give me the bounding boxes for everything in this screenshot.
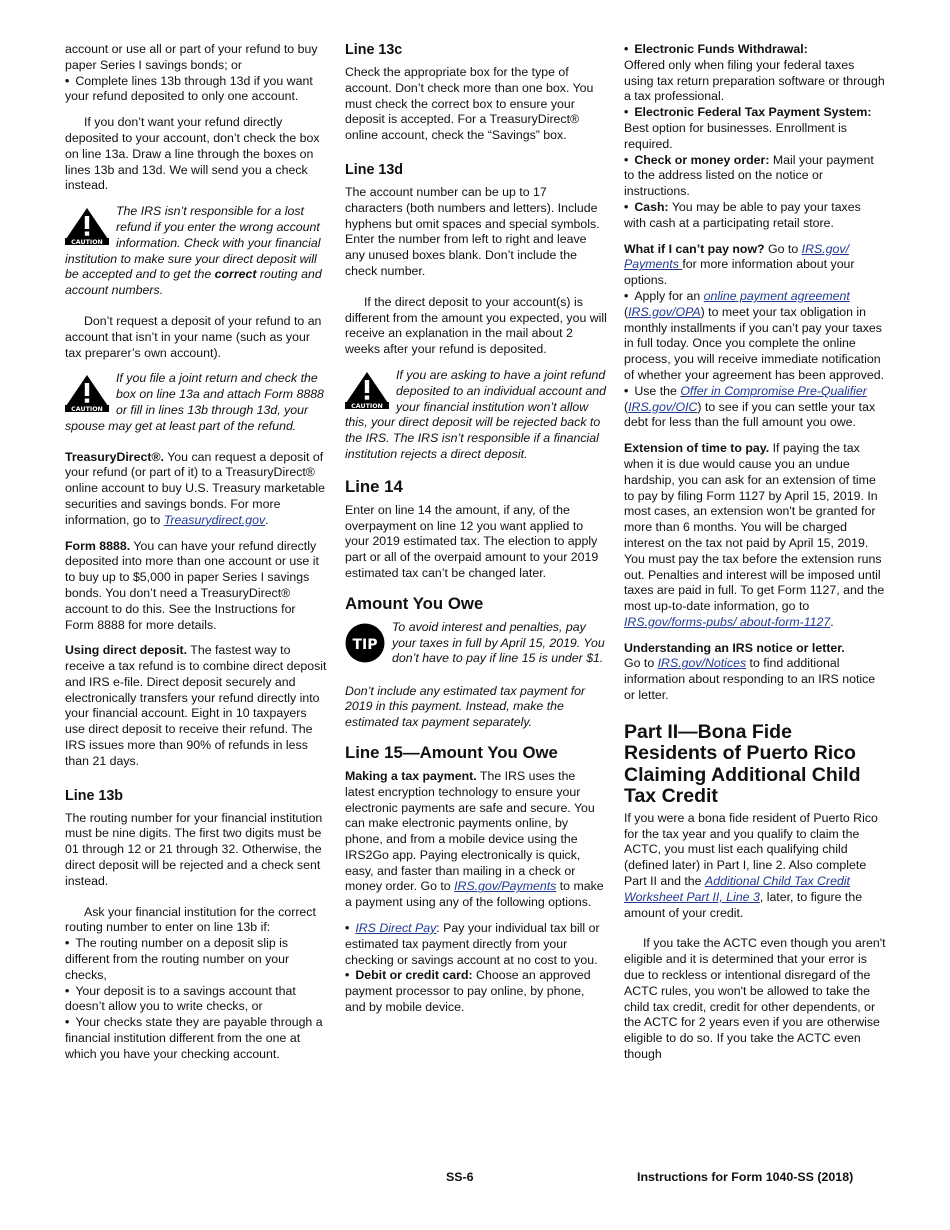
- tip-text-continued: Don’t include any estimated tax payment for 2019 in this payment. Instead, make the estimated tax payment separately.: [345, 683, 586, 730]
- form-title-footer: Instructions for Form 1040-SS (2018): [637, 1170, 854, 1184]
- actc-worksheet-link[interactable]: Additional Child Tax Credit Worksheet Part II, Line 3: [624, 874, 850, 904]
- column-2: [345, 42, 607, 1016]
- section-heading-amount-you-owe: Amount You Owe: [345, 593, 484, 613]
- bullet-item: • Electronic Funds Withdrawal: Offered only when filing your federal taxes using tax return preparation software or through a tax professional.: [624, 42, 886, 105]
- bullet-item: • Your deposit is to a savings account that doesn’t allow you to write checks, or: [65, 984, 327, 1016]
- form-1127-link[interactable]: IRS.gov/forms-pubs/ about-form-1127: [624, 614, 831, 629]
- caution-icon: [65, 374, 109, 417]
- paragraph: If the direct deposit to your account(s) is different from the amount you expected, you will receive an explanation in the mail about 2 weeks after your refund is deposited.: [345, 294, 607, 357]
- irs-direct-pay-link[interactable]: IRS Direct Pay: [355, 921, 437, 936]
- tip-icon: [345, 623, 385, 668]
- caution-text: If you file a joint return and check the box on line 13a and attach Form 8888 or fill in lines 13b through 13d, your spouse may get at least part of the refund.: [65, 371, 324, 433]
- paragraph: If you were a bona fide resident of Puerto Rico for the tax year and you qualify to claim the ACTC, you must list each qualifying child (defined later) in Part I, line 2. Also complete Part II and the Additional Child Tax Credit Worksheet Part II, Line 3, later, to figure the amount of your credit.: [624, 810, 878, 920]
- paragraph: account or use all or part of your refund to buy paper Series I savings bonds; or: [65, 42, 318, 72]
- caution-label: CAUTION: [351, 402, 383, 409]
- page-number: SS-6: [446, 1170, 474, 1184]
- irs-notices-link[interactable]: IRS.gov/Notices: [657, 656, 747, 671]
- caution-note: [345, 368, 607, 463]
- bullet-item: • Cash: You may be able to pay your taxes with cash at a participating retail store.: [624, 200, 886, 232]
- part-2-title: Part II—Bona Fide Residents of Puerto Rico Claiming Additional Child Tax Credit: [624, 720, 861, 808]
- paragraph: If you don’t want your refund directly deposited to your account, don’t check the box on line 13a. Draw a line through the boxes on lines 13b and 13d. We will send you a check instead.: [65, 115, 320, 193]
- bullet-item: • Your checks state they are payable through a financial institution different from the one at which you have your checking account.: [65, 1015, 327, 1062]
- paragraph: Don’t request a deposit of your refund to an account that isn’t in your name (such as your tax preparer’s own account).: [65, 313, 322, 360]
- irs-payments-link[interactable]: IRS.gov/Payments: [454, 879, 557, 894]
- making-payment-paragraph: Making a tax payment. The IRS uses the latest encryption technology to ensure your electronic payments are safe and secure. You can make electronic payments online, by phone, and from a mobile device using the IRS2Go app. Paying electronically is quick, easy, and faster than mailing in a check or money order. Go to IRS.gov/Payments to make a payment using any of the following options.: [345, 768, 604, 910]
- paragraph: If you take the ACTC even though you aren't eligible and it is determined that your error is due to reckless or intentional disregard of the ACTC rules, you won't be allowed to take the child tax credit, credit for other dependents, or the ACTC for 2 years even if you are otherwise eligible to do so. If you take the ACTC even though: [624, 936, 886, 1062]
- tip-note: [345, 620, 607, 669]
- bullet-item: • Check or money order: Mail your payment to the address listed on the notice or instructions.: [624, 153, 886, 200]
- caution-note: [65, 204, 327, 299]
- paragraph: Ask your financial institution for the correct routing number to enter on line 13b if:: [65, 904, 316, 935]
- irs-opa-link[interactable]: IRS.gov/OPA: [628, 304, 701, 319]
- section-heading-line-13d: Line 13d: [345, 161, 403, 178]
- tip-text: To avoid interest and penalties, pay your taxes in full by April 15, 2019. You don’t have to pay if line 15 is under $1.: [392, 619, 605, 666]
- bullet-item: • Use the Offer in Compromise Pre-Qualifier (IRS.gov/OIC) to see if you can settle your tax debt for less than the full amount you owe.: [624, 384, 886, 431]
- paragraph: Enter on line 14 the amount, if any, of the overpayment on line 12 you want applied to your 2019 estimated tax. The election to apply part or all of the overpaid amount to your 2019 estimated tax can’t be changed later.: [345, 502, 599, 580]
- section-heading-line-13c: Line 13c: [345, 42, 403, 58]
- bullet-item: • IRS Direct Pay: Pay your individual tax bill or estimated tax payment directly from your checking or savings account at no cost to you.: [345, 921, 607, 968]
- column-1: [65, 42, 327, 1063]
- section-heading-line-14: Line 14: [345, 476, 403, 496]
- cant-pay-paragraph: What if I can’t pay now? Go to IRS.gov/ Payments for more information about your options.: [624, 241, 855, 288]
- irs-oic-link[interactable]: IRS.gov/OIC: [628, 399, 698, 414]
- bullet-item: • Debit or credit card: Choose an approved payment processor to pay online, by phone, and by mobile device.: [345, 968, 607, 1015]
- caution-text: The IRS isn’t responsible for a lost refund if you enter the wrong account information. Check with your financial institution to make sure your direct deposit will be accepted and to get the correct routing and account numbers.: [65, 204, 322, 298]
- form-8888-paragraph: Form 8888. You can have your refund directly deposited into more than one account or use it to buy up to $5,000 in paper Series I savings bonds. You don’t need a TreasuryDirect® account to do this. See the Instructions for Form 8888 for more details.: [65, 538, 319, 632]
- paragraph: Check the appropriate box for the type of account. Don’t check more than one box. You must check the correct box to ensure your deposit is accepted. For a TreasuryDirect® online account, check the “Savings” box.: [345, 65, 594, 143]
- caution-icon: [345, 371, 389, 414]
- offer-in-compromise-link[interactable]: Offer in Compromise Pre-Qualifier: [680, 383, 867, 398]
- treasurydirect-link[interactable]: Treasurydirect.gov: [163, 512, 266, 527]
- bullet-item: • Apply for an online payment agreement (IRS.gov/OPA) to meet your tax obligation in monthly installments if you can’t pay your taxes in full today. Once you complete the online process, you will receive immediate notification of whether your agreement has been approved.: [624, 289, 886, 384]
- paragraph: The routing number for your financial institution must be nine digits. The first two digits must be 01 through 12 or 21 through 32. Otherwise, the direct deposit will be rejected and a check sent instead.: [65, 810, 323, 888]
- section-heading-line-15: Line 15—Amount You Owe: [345, 742, 558, 762]
- notice-paragraph: Understanding an IRS notice or letter. Go to IRS.gov/Notices to find additional information about responding to an IRS notice or letter.: [624, 640, 876, 703]
- extension-paragraph: Extension of time to pay. If paying the tax when it is due would cause you an undue hardship, you can ask for an extension of time to pay by filing Form 1127 by April 15, 2019. In most cases, an extension won't be granted for more than 6 months. You will be charged interest on the tax not paid by April 15, 2019. You must pay the tax before the extension runs out. Penalties and interest will be imposed until taxes are paid in full. To get Form 1127, and the most up-to-date information, go to IRS.gov/forms-pubs/ about-form-1127.: [624, 441, 885, 629]
- caution-note: [65, 371, 327, 434]
- direct-deposit-paragraph: Using direct deposit. The fastest way to receive a tax refund is to combine direct deposit and IRS e-file. Direct deposit securely and electronically transfers your refund directly into your financial account. Eight in 10 taxpayers use direct deposit to receive their refund. The IRS issues more than 90% of refunds in less than 21 days.: [65, 643, 327, 768]
- column-3: [624, 42, 886, 1063]
- bullet-item: • The routing number on a deposit slip is different from the routing number on your checks,: [65, 936, 327, 983]
- bullet-item: • Complete lines 13b through 13d if you want your refund deposited to only one account.: [65, 74, 327, 106]
- section-heading-line-13b: Line 13b: [65, 787, 123, 804]
- caution-label: CAUTION: [71, 406, 103, 413]
- tip-label: TIP: [352, 636, 378, 653]
- caution-text: If you are asking to have a joint refund deposited to an individual account and your financial institution won’t allow this, your direct deposit will be rejected back to the IRS. The IRS isn’t responsible if a financial institution rejects a direct deposit.: [345, 367, 607, 461]
- treasurydirect-paragraph: TreasuryDirect®. You can request a deposit of your refund (or part of it) to a TreasuryDirect® online account to buy U.S. Treasury marketable securities and savings bonds. For more information, go to Treasurydirect.gov.: [65, 449, 326, 527]
- irs-payments-link[interactable]: IRS.gov/ Payments: [624, 241, 849, 272]
- caution-icon: [65, 207, 109, 250]
- bullet-item: • Electronic Federal Tax Payment System: Best option for businesses. Enrollment is required.: [624, 105, 886, 152]
- paragraph: The account number can be up to 17 characters (both numbers and letters). Include hyphens but omit spaces and special symbols. Enter the number from left to right and leave any unused boxes blank. Don’t include the check number.: [345, 184, 600, 278]
- online-payment-agreement-link[interactable]: online payment agreement: [703, 288, 850, 303]
- caution-label: CAUTION: [71, 239, 103, 246]
